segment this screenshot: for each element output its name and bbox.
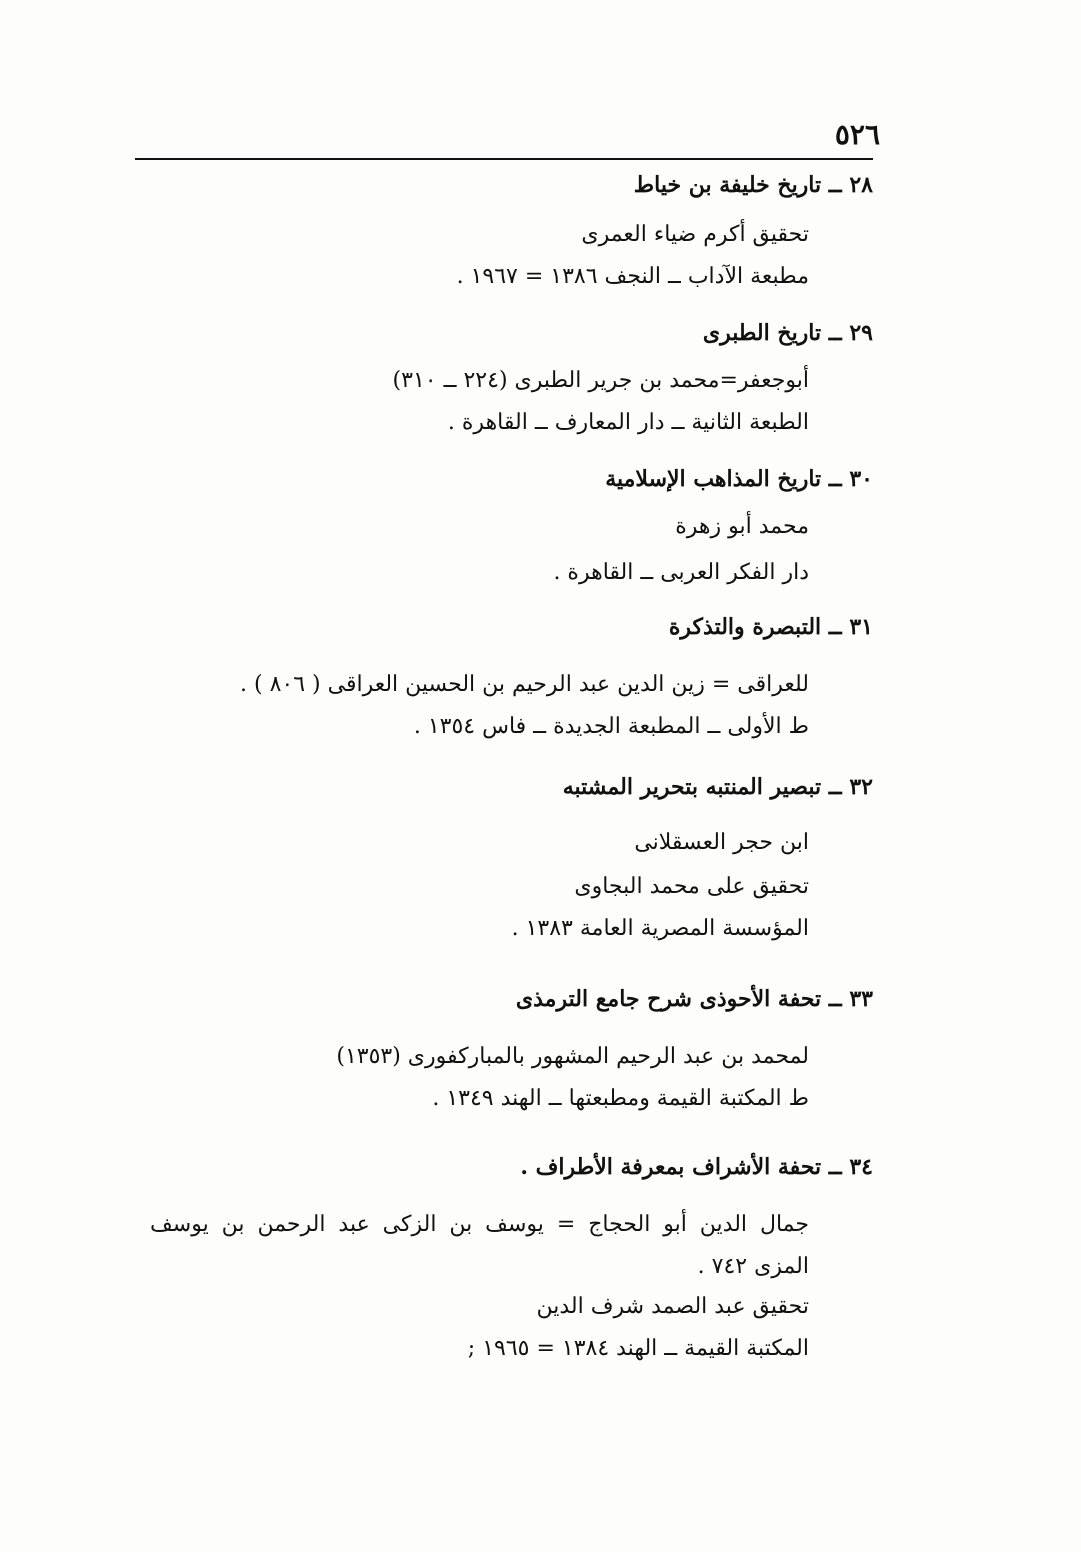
entry-title: ٣٣ ــ تحفة الأحوذى شرح جامع الترمذى <box>515 986 873 1012</box>
entry-line: تحقيق عبد الصمد شرف الدين <box>536 1294 809 1319</box>
entry-line: الطبعة الثانية ــ دار المعارف ــ القاهرة . <box>447 410 809 435</box>
entry-title: ٣٠ ــ تاريخ المذاهب الإسلامية <box>605 466 873 492</box>
entry-line: ط الأولى ــ المطبعة الجديدة ــ فاس ١٣٥٤ . <box>413 714 809 739</box>
entry-line: للعراقى = زين الدين عبد الرحيم بن الحسين العراقى ( ٨٠٦ ) . <box>240 672 809 697</box>
entry-line: ابن حجر العسقلانى <box>634 830 809 855</box>
entry-title: ٣٢ ــ تبصير المنتبه بتحرير المشتبه <box>562 774 873 800</box>
entry-line: تحقيق على محمد البجاوى <box>574 874 809 899</box>
entry-line: دار الفكر العربى ــ القاهرة . <box>553 560 809 585</box>
entry-line: جمال الدين أبو الحجاج = يوسف بن الزكى عبد الرحمن بن يوسف <box>150 1212 809 1237</box>
entry-title: ٢٩ ــ تاريخ الطبرى <box>702 320 873 346</box>
entry-title: ٣١ ــ التبصرة والتذكرة <box>668 614 873 640</box>
page-number: ٥٢٦ <box>834 118 880 151</box>
entry-line: أبوجعفر=محمد بن جرير الطبرى (٢٢٤ ــ ٣١٠) <box>392 368 809 393</box>
entry-line: محمد أبو زهرة <box>675 514 809 539</box>
entry-line: المؤسسة المصرية العامة ١٣٨٣ . <box>511 916 809 941</box>
entry-title: ٣٤ ــ تحفة الأشراف بمعرفة الأطراف . <box>520 1154 873 1180</box>
header-rule <box>135 158 873 160</box>
entry-line: لمحمد بن عبد الرحيم المشهور بالمباركفورى (١٣٥٣) <box>336 1044 809 1069</box>
entry-line: ط المكتبة القيمة ومطبعتها ــ الهند ١٣٤٩ . <box>432 1086 809 1111</box>
entry-title: ٢٨ ــ تاريخ خليفة بن خياط <box>633 172 873 198</box>
entry-line: تحقيق أكرم ضياء العمرى <box>581 222 809 247</box>
entry-line: المكتبة القيمة ــ الهند ١٣٨٤ = ١٩٦٥ ; <box>467 1336 809 1361</box>
entry-line: مطبعة الآداب ــ النجف ١٣٨٦ = ١٩٦٧ . <box>456 264 809 289</box>
entry-line: المزى ٧٤٢ . <box>697 1254 809 1279</box>
